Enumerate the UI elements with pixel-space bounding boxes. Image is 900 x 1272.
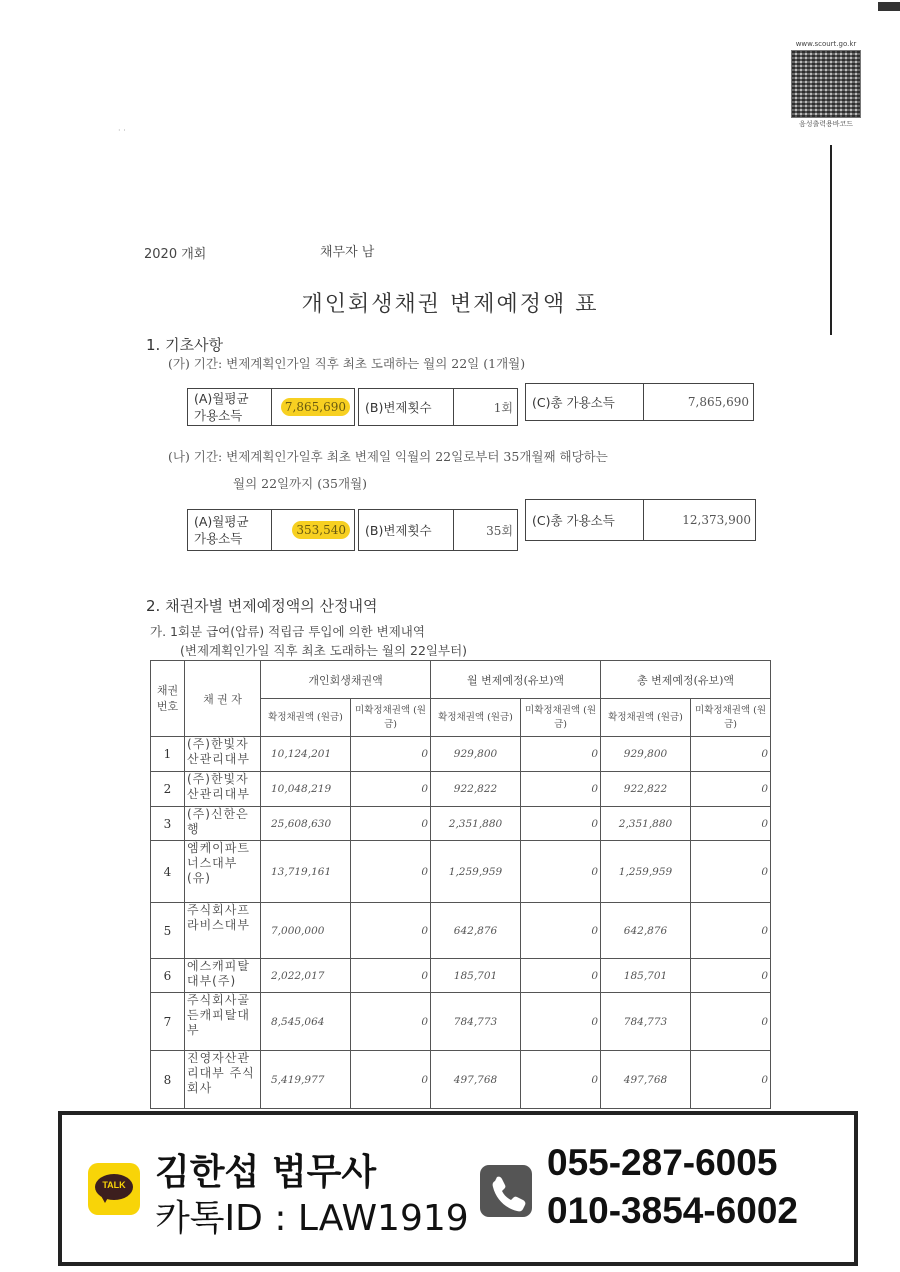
mobile-phone[interactable]: 010-3854-6002 xyxy=(547,1190,798,1231)
box-b-label-2: 가용소득 xyxy=(194,531,243,546)
box-b-count xyxy=(358,509,518,551)
debtor-name: 채무자 남 xyxy=(320,245,375,260)
row-monthly: 642,876 xyxy=(431,903,521,959)
header-claim: 개인회생채권액 xyxy=(261,661,431,699)
row-claim-unfixed: 0 xyxy=(351,903,431,959)
row-monthly-unfixed: 0 xyxy=(521,993,601,1051)
box-b-avg-income xyxy=(187,509,355,551)
row-claim: 25,608,630 xyxy=(261,807,351,841)
section1-heading: 1. 기초사항 xyxy=(146,336,224,354)
section2-heading: 2. 채권자별 변제예정액의 산정내역 xyxy=(146,597,378,615)
qr-url: www.scourt.go.kr xyxy=(795,40,857,48)
row-monthly-unfixed: 0 xyxy=(521,807,601,841)
header-no: 채권 번호 xyxy=(151,661,185,737)
row-no: 2 xyxy=(151,772,185,807)
row-total: 185,701 xyxy=(601,959,691,993)
row-total: 2,351,880 xyxy=(601,807,691,841)
header-total-unfixed: 미확정채권액 (원금) xyxy=(691,699,771,737)
header-creditor: 채 권 자 xyxy=(185,661,261,737)
row-monthly-unfixed: 0 xyxy=(521,903,601,959)
header-total-fixed: 확정채권액 (원금) xyxy=(601,699,691,737)
kakaotalk-icon[interactable] xyxy=(88,1163,140,1215)
box-b-label-1: (A)월평균 xyxy=(194,514,249,529)
box-b-total-label: (C)총 가용소득 xyxy=(532,512,615,528)
row-total: 922,822 xyxy=(601,772,691,807)
row-monthly: 2,351,880 xyxy=(431,807,521,841)
row-creditor: 에스캐피탈대부(주) xyxy=(185,959,261,993)
row-claim: 7,000,000 xyxy=(261,903,351,959)
phone-icon[interactable] xyxy=(480,1165,532,1217)
header-monthly-unfixed: 미확정채권액 (원금) xyxy=(521,699,601,737)
row-total: 784,773 xyxy=(601,993,691,1051)
row-no: 3 xyxy=(151,807,185,841)
lawyer-name: 김한섭 법무사 xyxy=(155,1152,377,1193)
row-creditor: 진영자산관리대부 주식회사 xyxy=(185,1051,261,1109)
table-row xyxy=(151,1051,771,1109)
row-total: 497,768 xyxy=(601,1051,691,1109)
row-monthly-unfixed: 0 xyxy=(521,737,601,772)
row-monthly: 784,773 xyxy=(431,993,521,1051)
document-title: 개인회생채권 변제예정액 표 xyxy=(301,292,599,317)
qr-caption: 음성출력용바코드 xyxy=(798,120,854,128)
row-creditor: (주)신한은행 xyxy=(185,807,261,841)
kakaotalk-badge-text: TALK xyxy=(102,1180,126,1190)
box-a-total-value: 7,865,690 xyxy=(687,395,749,409)
row-monthly: 497,768 xyxy=(431,1051,521,1109)
row-monthly: 1,259,959 xyxy=(431,841,521,903)
row-total-unfixed: 0 xyxy=(691,993,771,1051)
row-claim: 2,022,017 xyxy=(261,959,351,993)
row-monthly-unfixed: 0 xyxy=(521,841,601,903)
row-monthly: 922,822 xyxy=(431,772,521,807)
row-monthly-unfixed: 0 xyxy=(521,772,601,807)
period-a-text: (가) 기간: 변제계획인가일 직후 최초 도래하는 월의 22일 (1개월) xyxy=(168,356,526,371)
box-b-total-value: 12,373,900 xyxy=(682,513,751,527)
box-a-avg-value: 7,865,690 xyxy=(281,398,350,416)
box-a-total xyxy=(525,383,754,421)
period-b-line2: 월의 22일까지 (35개월) xyxy=(233,476,368,491)
row-claim: 5,419,977 xyxy=(261,1051,351,1109)
header-monthly-fixed: 확정채권액 (원금) xyxy=(431,699,521,737)
box-a-total-label: (C)총 가용소득 xyxy=(532,394,615,410)
box-b-total xyxy=(525,499,756,541)
row-no: 1 xyxy=(151,737,185,772)
row-monthly: 929,800 xyxy=(431,737,521,772)
scan-speck: · · xyxy=(118,126,126,135)
row-no: 5 xyxy=(151,903,185,959)
box-a-count xyxy=(358,388,518,426)
row-total-unfixed: 0 xyxy=(691,959,771,993)
table-row xyxy=(151,959,771,993)
row-creditor: 주식회사프라비스대부 xyxy=(185,903,261,959)
row-claim-unfixed: 0 xyxy=(351,841,431,903)
row-total-unfixed: 0 xyxy=(691,1051,771,1109)
section2-sub1: 가. 1회분 급여(압류) 적립금 투입에 의한 변제내역 xyxy=(150,624,425,639)
row-claim: 10,048,219 xyxy=(261,772,351,807)
box-b-count-value: 35회 xyxy=(486,523,513,538)
row-creditor: 엠케이파트너스대부(유) xyxy=(185,841,261,903)
table-row xyxy=(151,772,771,807)
row-total-unfixed: 0 xyxy=(691,807,771,841)
table-row xyxy=(151,841,771,903)
header-claim-unfixed: 미확정채권액 (원금) xyxy=(351,699,431,737)
box-a-label-1: (A)월평균 xyxy=(194,391,249,406)
row-claim: 13,719,161 xyxy=(261,841,351,903)
row-total: 929,800 xyxy=(601,737,691,772)
box-a-avg-income xyxy=(187,388,355,426)
row-no: 6 xyxy=(151,959,185,993)
table-row xyxy=(151,903,771,959)
row-creditor: (주)한빛자산관리대부 xyxy=(185,772,261,807)
kakao-id[interactable]: 카톡ID : LAW1919 xyxy=(155,1198,469,1239)
box-a-count-value: 1회 xyxy=(493,400,513,415)
row-claim: 10,124,201 xyxy=(261,737,351,772)
box-a-label-2: 가용소득 xyxy=(194,408,243,423)
row-claim-unfixed: 0 xyxy=(351,959,431,993)
row-claim-unfixed: 0 xyxy=(351,807,431,841)
repayment-table xyxy=(150,660,771,1109)
row-total-unfixed: 0 xyxy=(691,772,771,807)
row-creditor: 주식회사골든캐피탈대부 xyxy=(185,993,261,1051)
box-b-avg-value: 353,540 xyxy=(292,521,350,539)
case-number: 2020 개회 xyxy=(144,247,207,262)
row-no: 7 xyxy=(151,993,185,1051)
scan-corner-mark xyxy=(878,2,900,11)
box-a-count-label: (B)변제횟수 xyxy=(365,399,432,415)
row-claim-unfixed: 0 xyxy=(351,993,431,1051)
row-no: 8 xyxy=(151,1051,185,1109)
header-claim-fixed: 확정채권액 (원금) xyxy=(261,699,351,737)
box-b-count-label: (B)변제횟수 xyxy=(365,522,432,538)
header-total: 총 변제예정(유보)액 xyxy=(601,661,771,699)
table-row xyxy=(151,737,771,772)
row-claim: 8,545,064 xyxy=(261,993,351,1051)
table-row xyxy=(151,993,771,1051)
row-total-unfixed: 0 xyxy=(691,903,771,959)
row-total-unfixed: 0 xyxy=(691,841,771,903)
section2-sub2: (변제계획인가일 직후 최초 도래하는 월의 22일부터) xyxy=(180,643,468,658)
period-b-line1: (나) 기간: 변제계획인가일후 최초 변제일 익월의 22일로부터 35개월째 해당하는 xyxy=(168,449,608,464)
row-claim-unfixed: 0 xyxy=(351,737,431,772)
row-creditor: (주)한빛자산관리대부 xyxy=(185,737,261,772)
row-monthly-unfixed: 0 xyxy=(521,1051,601,1109)
row-total: 1,259,959 xyxy=(601,841,691,903)
row-monthly: 185,701 xyxy=(431,959,521,993)
row-claim-unfixed: 0 xyxy=(351,772,431,807)
row-total-unfixed: 0 xyxy=(691,737,771,772)
row-no: 4 xyxy=(151,841,185,903)
row-total: 642,876 xyxy=(601,903,691,959)
row-monthly-unfixed: 0 xyxy=(521,959,601,993)
office-phone[interactable]: 055-287-6005 xyxy=(547,1142,778,1183)
row-claim-unfixed: 0 xyxy=(351,1051,431,1109)
header-monthly: 월 변제예정(유보)액 xyxy=(431,661,601,699)
qr-code-image xyxy=(791,50,861,118)
table-row xyxy=(151,807,771,841)
